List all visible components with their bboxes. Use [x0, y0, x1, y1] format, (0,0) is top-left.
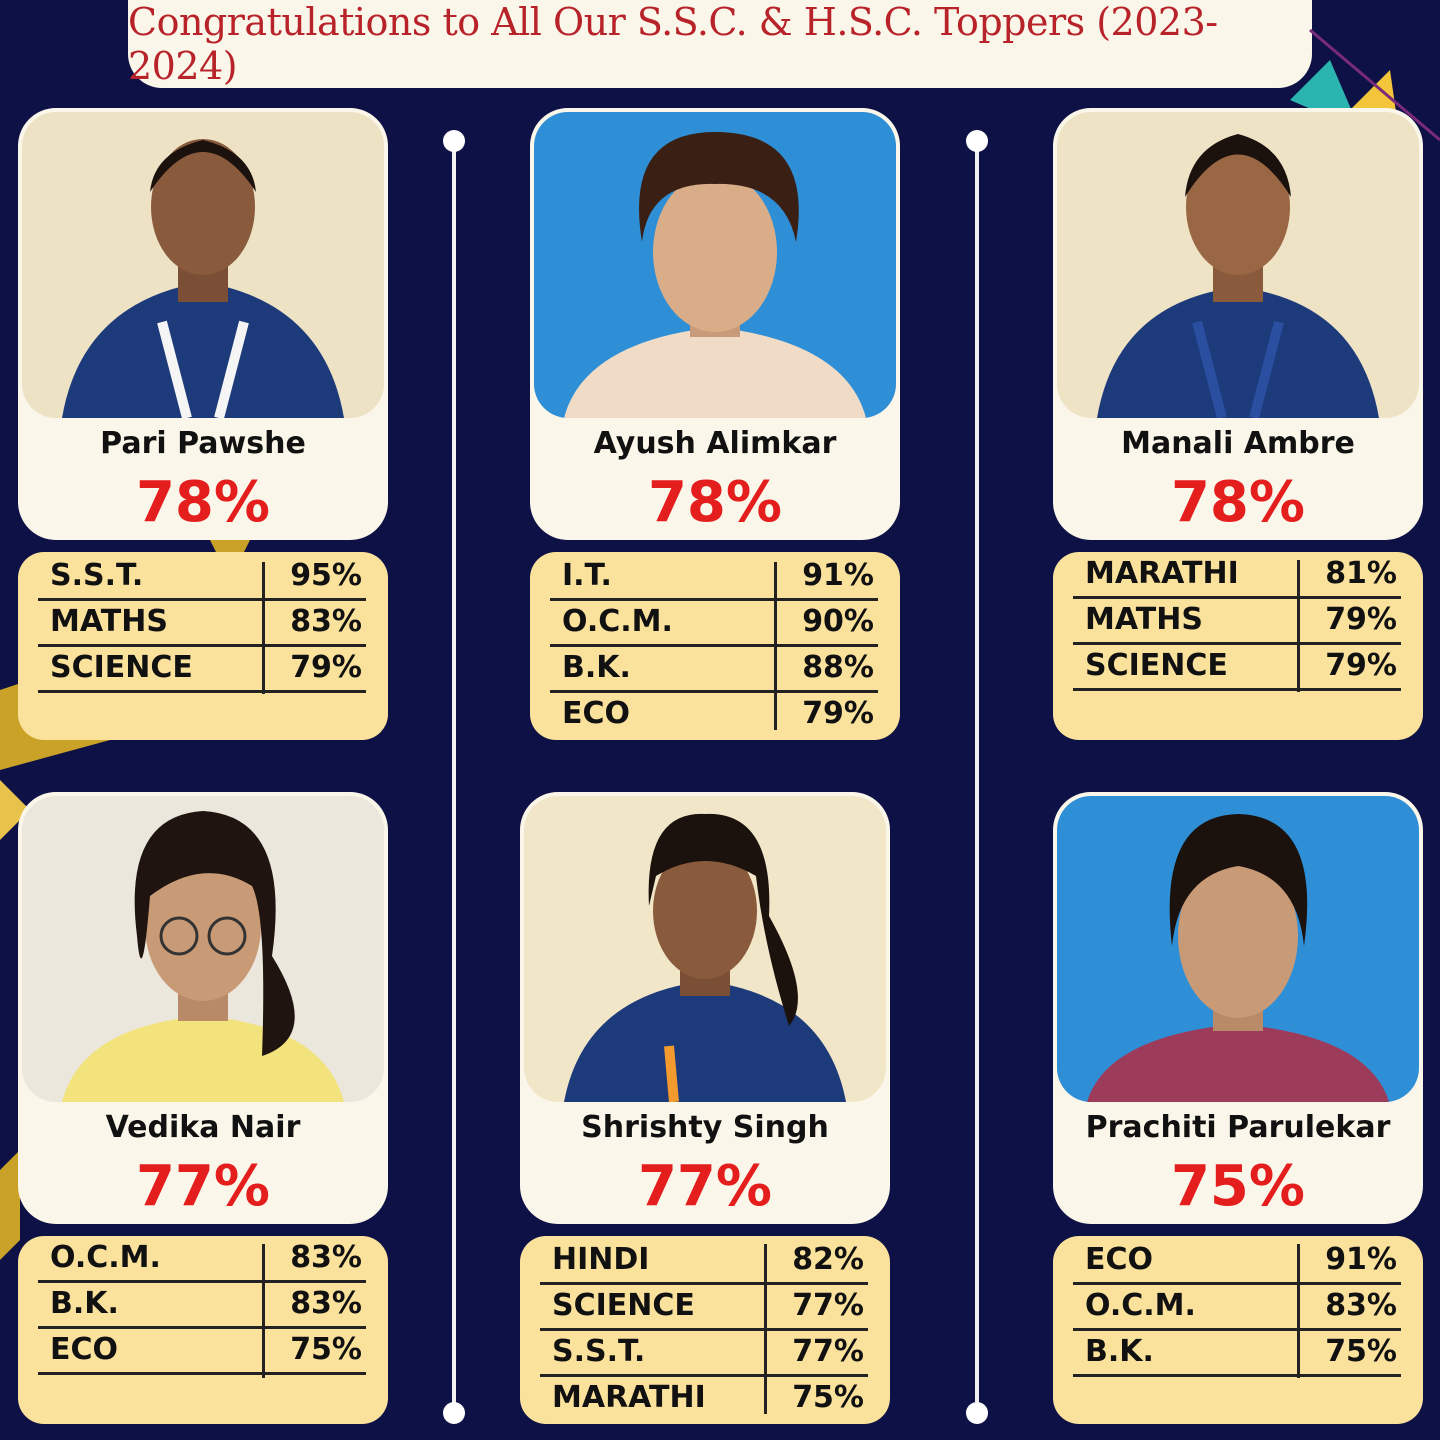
subject-row: [1073, 552, 1401, 599]
subject-name: O.C.M.: [562, 604, 673, 639]
subject-score: 95%: [290, 558, 362, 593]
subject-row: [1073, 1330, 1401, 1377]
subject-row: [550, 600, 878, 647]
subject-row: [540, 1284, 868, 1331]
subject-row: [1073, 1284, 1401, 1331]
student-name: Pari Pawshe: [100, 426, 306, 461]
overall-percentage: 78%: [135, 470, 271, 535]
subject-marks-table: [18, 1236, 388, 1424]
subject-name: HINDI: [552, 1242, 650, 1277]
subject-name: MARATHI: [552, 1380, 706, 1415]
column-divider-left: [452, 140, 456, 1412]
subject-score: 91%: [1325, 1242, 1397, 1277]
subject-score: 83%: [1325, 1288, 1397, 1323]
topper-card: [1053, 792, 1423, 1224]
subject-score: 83%: [290, 604, 362, 639]
subject-name: O.C.M.: [1085, 1288, 1196, 1323]
subject-name: ECO: [50, 1332, 119, 1367]
subject-name: ECO: [1085, 1242, 1154, 1277]
student-photo: [22, 112, 384, 418]
subject-name: B.K.: [50, 1286, 119, 1321]
subject-row: [38, 600, 366, 647]
topper-card: [18, 108, 388, 540]
subject-score: 75%: [1325, 1334, 1397, 1369]
subject-name: MATHS: [1085, 602, 1203, 637]
subject-row: [550, 646, 878, 693]
subject-marks-table: [1053, 1236, 1423, 1424]
student-name: Manali Ambre: [1121, 426, 1355, 461]
subject-row: [540, 1238, 868, 1285]
student-name: Prachiti Parulekar: [1085, 1110, 1391, 1145]
subject-score: 82%: [792, 1242, 864, 1277]
student-photo: [524, 796, 886, 1102]
subject-name: I.T.: [562, 558, 612, 593]
subject-name: S.S.T.: [50, 558, 144, 593]
subject-score: 83%: [290, 1286, 362, 1321]
subject-score: 77%: [792, 1288, 864, 1323]
subject-score: 91%: [802, 558, 874, 593]
subject-score: 88%: [802, 650, 874, 685]
subject-marks-table: [1053, 552, 1423, 740]
student-photo: [1057, 112, 1419, 418]
subject-name: O.C.M.: [50, 1240, 161, 1275]
overall-percentage: 78%: [1170, 470, 1306, 535]
student-photo: [1057, 796, 1419, 1102]
title-banner: [128, 0, 1312, 88]
subject-row: [38, 646, 366, 693]
subject-score: 79%: [1325, 648, 1397, 683]
student-name: Shrishty Singh: [581, 1110, 829, 1145]
subject-row: [540, 1330, 868, 1377]
overall-percentage: 78%: [647, 470, 783, 535]
subject-row: [38, 1328, 366, 1375]
subject-name: SCIENCE: [1085, 648, 1228, 683]
subject-row: [1073, 1238, 1401, 1285]
subject-score: 79%: [1325, 602, 1397, 637]
subject-name: B.K.: [1085, 1334, 1154, 1369]
topper-card: [1053, 108, 1423, 540]
column-divider-right: [975, 140, 979, 1412]
subject-row: [38, 1282, 366, 1329]
subject-name: B.K.: [562, 650, 631, 685]
subject-row: [540, 1376, 868, 1420]
subject-marks-table: [520, 1236, 890, 1424]
overall-percentage: 77%: [637, 1154, 773, 1219]
student-name: Vedika Nair: [105, 1110, 301, 1145]
subject-row: [38, 1236, 366, 1283]
subject-score: 79%: [290, 650, 362, 685]
overall-percentage: 77%: [135, 1154, 271, 1219]
topper-card: [18, 792, 388, 1224]
student-name: Ayush Alimkar: [593, 426, 837, 461]
subject-row: [38, 554, 366, 601]
subject-name: ECO: [562, 696, 631, 731]
page-title: Congratulations to All Our S.S.C. & H.S.C. Toppers (2023-2024): [128, 0, 1218, 88]
topper-card: [530, 108, 900, 540]
divider-dot: [443, 130, 465, 152]
subject-score: 90%: [802, 604, 874, 639]
divider-dot: [443, 1402, 465, 1424]
subject-score: 75%: [290, 1332, 362, 1367]
subject-score: 77%: [792, 1334, 864, 1369]
subject-score: 81%: [1325, 556, 1397, 591]
student-photo: [534, 112, 896, 418]
subject-name: S.S.T.: [552, 1334, 646, 1369]
divider-dot: [966, 1402, 988, 1424]
subject-score: 79%: [802, 696, 874, 731]
subject-name: MARATHI: [1085, 556, 1239, 591]
subject-marks-table: [18, 552, 388, 740]
subject-name: MATHS: [50, 604, 168, 639]
student-photo: [22, 796, 384, 1102]
subject-row: [550, 692, 878, 736]
subject-row: [1073, 598, 1401, 645]
subject-name: SCIENCE: [552, 1288, 695, 1323]
topper-card: [520, 792, 890, 1224]
overall-percentage: 75%: [1170, 1154, 1306, 1219]
subject-name: SCIENCE: [50, 650, 193, 685]
subject-marks-table: [530, 552, 900, 740]
subject-score: 75%: [792, 1380, 864, 1415]
subject-row: [1073, 644, 1401, 691]
subject-row: [550, 554, 878, 601]
subject-score: 83%: [290, 1240, 362, 1275]
divider-dot: [966, 130, 988, 152]
